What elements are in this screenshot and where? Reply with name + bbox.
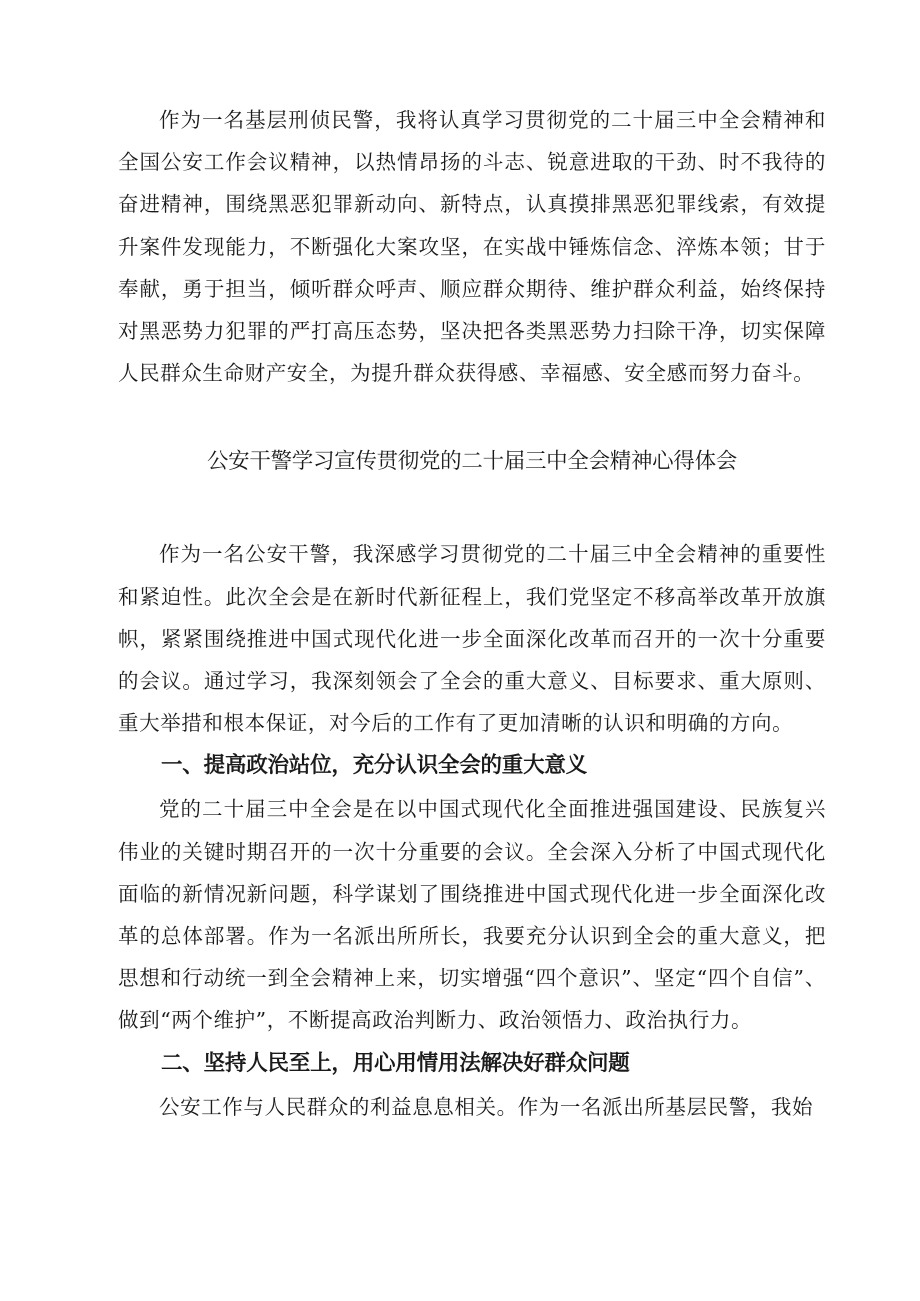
opening-paragraph: 作为一名公安干警，我深感学习贯彻党的二十届三中全会精神的重要性和紧迫性。此次全会是在新时代新征程上，我们党坚定不移高举改革开放旗帜，紧紧围绕推进中国式现代化进一步全面深化改革而召开的一次十分重要的会议。通过学习，我深刻领会了全会的重大意义、目标要求、重大原则、重大举措和根本保证，对今后的工作有了更加清晰的认识和明确的方向。 xyxy=(118,542,826,736)
section-heading-2: 二、坚持人民至上，用心用情用法解决好群众问题 xyxy=(161,1050,630,1076)
intro-paragraph: 作为一名基层刑侦民警，我将认真学习贯彻党的二十届三中全会精神和全国公安工作会议精神，以热情昂扬的斗志、锐意进取的干劲、时不我待的奋进精神，围绕黑恶犯罪新动向、新特点，认真摸排黑恶犯罪线索，有效提升案件发现能力，不断强化大案攻坚，在实战中锤炼信念、淬炼本领；甘于奉献，勇于担当，倾听群众呼声、顺应群众期待、维护群众利益，始终保持对黑恶势力犯罪的严打高压态势，坚决把各类黑恶势力扫除干净，切实保障人民群众生命财产安全，为提升群众获得感、幸福感、安全感而努力奋斗。 xyxy=(118,108,826,386)
section-paragraph-2: 公安工作与人民群众的利益息息相关。作为一名派出所基层民警，我始 xyxy=(159,1094,814,1119)
section-heading-1: 一、提高政治站位，充分认识全会的重大意义 xyxy=(161,753,588,779)
article-title: 公安干警学习宣传贯彻党的二十届三中全会精神心得体会 xyxy=(206,449,737,475)
section-paragraph-1: 党的二十届三中全会是在以中国式现代化全面推进强国建设、民族复兴伟业的关键时期召开的一次十分重要的会议。全会深入分析了中国式现代化面临的新情况新问题，科学谋划了围绕推进中国式现代化进一步全面深化改革的总体部署。作为一名派出所所长，我要充分认识到全会的重大意义，把思想和行动统一到全会精神上来，切实增强“四个意识”、坚定“四个自信”、做到“两个维护”，不断提高政治判断力、政治领悟力、政治执行力。 xyxy=(118,797,826,1033)
